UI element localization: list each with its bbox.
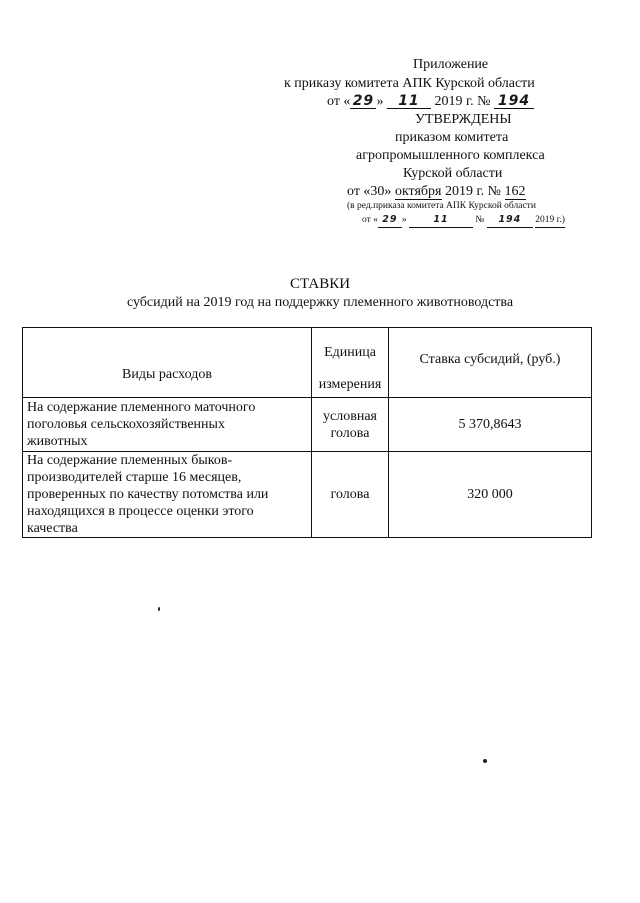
subsidy-rates-table bbox=[22, 327, 592, 538]
approved-label: УТВЕРЖДЕНЫ bbox=[415, 112, 512, 127]
row1-expense bbox=[23, 398, 312, 452]
revision-handwritten-number: 194 bbox=[487, 213, 533, 228]
original-order-date bbox=[347, 184, 526, 200]
row2-line: находящихся в процессе оценки этого bbox=[27, 504, 254, 519]
header-expense-type-text: Виды расходов bbox=[122, 367, 212, 382]
row1-line: животных bbox=[27, 434, 88, 449]
row1-rate: 5 370,8643 bbox=[389, 398, 592, 452]
handwritten-number: 194 bbox=[494, 94, 534, 109]
original-year-label: 2019 г. № bbox=[445, 184, 502, 199]
approved-by-order: приказом комитета bbox=[395, 130, 509, 145]
order-date-line bbox=[327, 94, 534, 110]
revision-year: 2019 г.) bbox=[535, 213, 565, 228]
scan-speck bbox=[483, 759, 487, 763]
order-reference: к приказу комитета АПК Курской области bbox=[284, 76, 535, 91]
header-unit-line1: Единица bbox=[324, 345, 376, 360]
header-expense-type bbox=[23, 328, 312, 398]
revision-date-line bbox=[362, 213, 565, 228]
row2-line: качества bbox=[27, 521, 78, 536]
committee-name: агропромышленного комплекса bbox=[356, 148, 545, 163]
year-and-number-label: 2019 г. № bbox=[434, 94, 491, 109]
row1-line: На содержание племенного маточного bbox=[27, 400, 256, 415]
revision-quote: » bbox=[401, 215, 407, 225]
scan-speck bbox=[158, 607, 160, 611]
row1-unit bbox=[312, 398, 389, 452]
date-prefix: от « bbox=[327, 94, 351, 109]
row2-expense bbox=[23, 452, 312, 538]
header-unit bbox=[312, 328, 389, 398]
row1-unit-line: условная bbox=[323, 408, 377, 424]
revision-note: (в ред.приказа комитета АПК Курской области bbox=[347, 201, 536, 211]
row1-unit-line: голова bbox=[330, 425, 370, 441]
row2-rate: 320 000 bbox=[389, 452, 592, 538]
header-rate-text: Ставка субсидий, (руб.) bbox=[419, 352, 561, 367]
date-quote: » bbox=[376, 94, 384, 109]
revision-date-prefix: от « bbox=[362, 215, 378, 225]
original-month: октября bbox=[394, 184, 442, 199]
handwritten-day: 29 bbox=[350, 94, 376, 109]
revision-handwritten-month: 11 bbox=[409, 213, 473, 228]
header-unit-line2: измерения bbox=[318, 377, 382, 392]
row2-line: На содержание племенных быков- bbox=[27, 453, 233, 468]
revision-number-label: № bbox=[475, 215, 485, 225]
header-rate bbox=[389, 328, 592, 398]
table-header-row bbox=[23, 328, 592, 398]
document-subtitle: субсидий на 2019 год на поддержку племенного животноводства bbox=[126, 295, 514, 310]
handwritten-month: 11 bbox=[387, 94, 431, 109]
row2-line: производителей старше 16 месяцев, bbox=[27, 470, 242, 485]
table-row bbox=[23, 398, 592, 452]
revision-handwritten-day: 29 bbox=[378, 213, 402, 228]
row1-line: поголовья сельскохозяйственных bbox=[27, 417, 225, 432]
original-number: 162 bbox=[504, 184, 526, 199]
row2-unit: голова bbox=[312, 452, 389, 538]
appendix-label: Приложение bbox=[413, 57, 489, 72]
document-title: СТАВКИ bbox=[289, 276, 351, 292]
region-name: Курской области bbox=[403, 166, 503, 181]
original-date-prefix: от «30» bbox=[347, 184, 392, 199]
table-row bbox=[23, 452, 592, 538]
row2-line: проверенных по качеству потомства или bbox=[27, 487, 269, 502]
